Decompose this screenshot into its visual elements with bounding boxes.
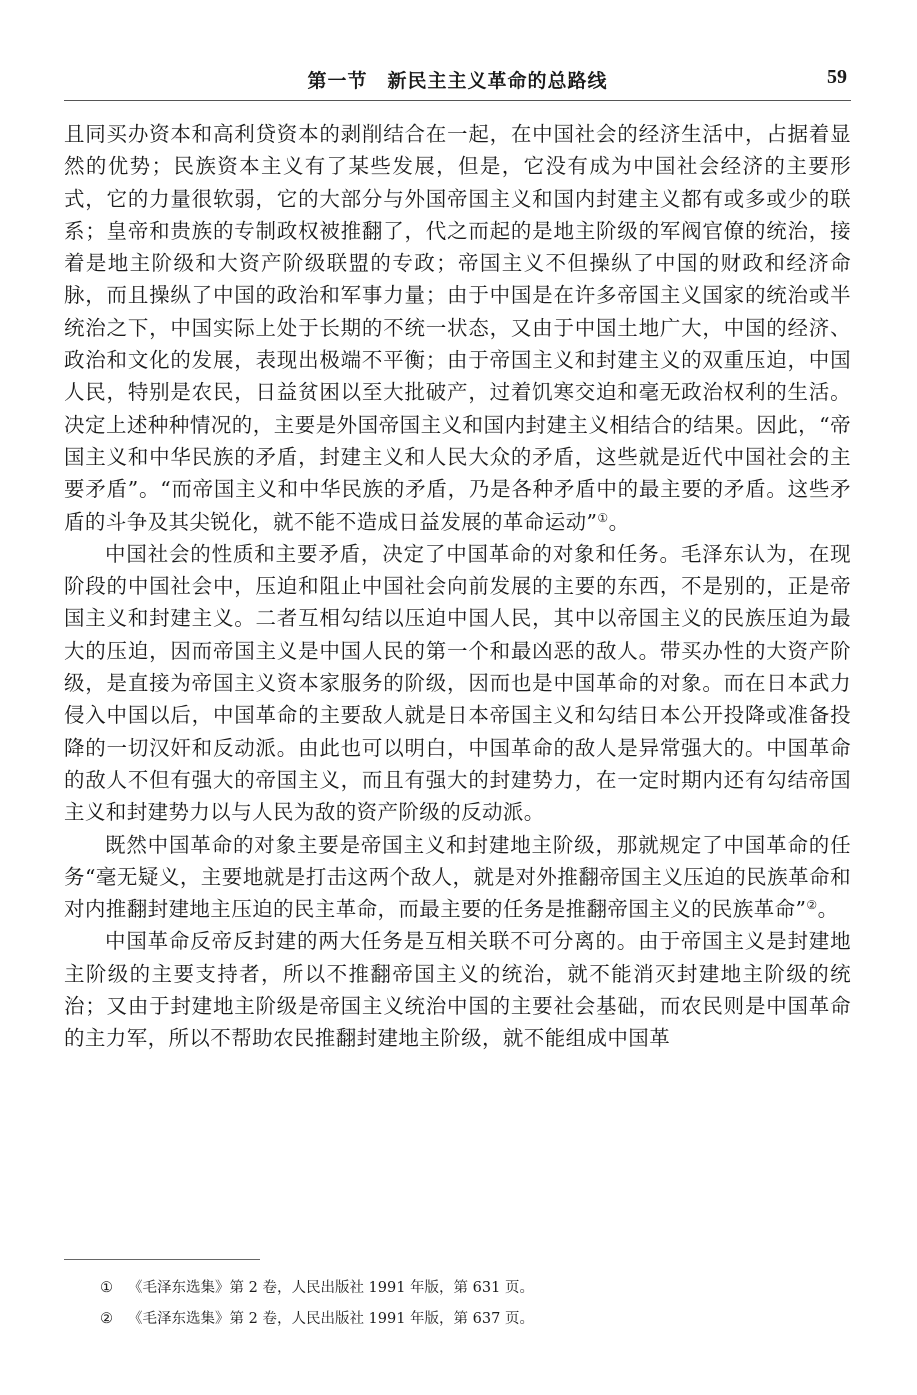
- footnote-text: 《毛泽东选集》第 2 卷，人民出版社 1991 年版，第 637 页。: [128, 1311, 534, 1327]
- footnote-reference[interactable]: ②: [806, 898, 818, 913]
- paragraph: 既然中国革命的对象主要是帝国主义和封建地主阶级，那就规定了中国革命的任务“毫无疑义，主要地就是打击这两个敌人，就是对外推翻帝国主义压迫的民族革命和对内推翻封建地主压迫的民主革命，而最主要的任务是推翻帝国主义的民族革命”②。: [64, 832, 851, 922]
- footnotes: [100, 1279, 534, 1341]
- page-header: [64, 62, 851, 101]
- footnote: [100, 1310, 534, 1328]
- body-text: [64, 118, 851, 1055]
- footnote-reference[interactable]: ①: [597, 510, 609, 525]
- paragraph: 且同买办资本和高利贷资本的剥削结合在一起，在中国社会的经济生活中，占据着显然的优势；民族资本主义有了某些发展，但是，它没有成为中国社会经济的主要形式，它的力量很软弱，它的大部分与外国帝国主义和国内封建主义都有或多或少的联系；皇帝和贵族的专制政权被推翻了，代之而起的是地主阶级的军阀官僚的统治，接着是地主阶级和大资产阶级联盟的专政；帝国主义不但操纵了中国的财政和经济命脉，而且操纵了中国的政治和军事力量；由于中国是在许多帝国主义国家的统治或半统治之下，中国实际上处于长期的不统一状态，又由于中国土地广大，中国的经济、政治和文化的发展，表现出极端不平衡；由于帝国主义和封建主义的双重压迫，中国人民，特别是农民，日益贫困以至大批破产，过着饥寒交迫和毫无政治权利的生活。决定上述种种情况的，主要是外国帝国主义和国内封建主义相结合的结果。因此，“帝国主义和中华民族的矛盾，封建主义和人民大众的矛盾，这些就是近代中国社会的主要矛盾”。“而帝国主义和中华民族的矛盾，乃是各种矛盾中的最主要的矛盾。这些矛盾的斗争及其尖锐化，就不能不造成日益发展的革命运动”①。: [64, 122, 851, 534]
- paragraph: 中国社会的性质和主要矛盾，决定了中国革命的对象和任务。毛泽东认为，在现阶段的中国社会中，压迫和阻止中国社会向前发展的主要的东西，不是别的，正是帝国主义和封建主义。二者互相勾结以压迫中国人民，其中以帝国主义的民族压迫为最大的压迫，因而帝国主义是中国人民的第一个和最凶恶的敌人。带买办性的大资产阶级，是直接为帝国主义资本家服务的阶级，因而也是中国革命的对象。而在日本武力侵入中国以后，中国革命的主要敌人就是日本帝国主义和勾结日本公开投降或准备投降的一切汉奸和反动派。由此也可以明白，中国革命的敌人是异常强大的。中国革命的敌人不但有强大的帝国主义，而且有强大的封建势力，在一定时期内还有勾结帝国主义和封建势力以与人民为敌的资产阶级的反动派。: [64, 541, 851, 825]
- footnote-text: 《毛泽东选集》第 2 卷，人民出版社 1991 年版，第 631 页。: [128, 1280, 534, 1296]
- footnote-marker: ②: [100, 1311, 113, 1327]
- footnote-divider: [64, 1259, 260, 1260]
- paragraph: 中国革命反帝反封建的两大任务是互相关联不可分离的。由于帝国主义是封建地主阶级的主要支持者，所以不推翻帝国主义的统治，就不能消灭封建地主阶级的统治；又由于封建地主阶级是帝国主义统治中国的主要社会基础，而农民则是中国革命的主力军，所以不帮助农民推翻封建地主阶级，就不能组成中国革: [64, 929, 851, 1051]
- footnote: [100, 1279, 534, 1297]
- page-number: 59: [827, 66, 847, 88]
- running-title: 第一节 新民主主义革命的总路线: [307, 70, 608, 92]
- footnote-marker: ①: [100, 1280, 113, 1296]
